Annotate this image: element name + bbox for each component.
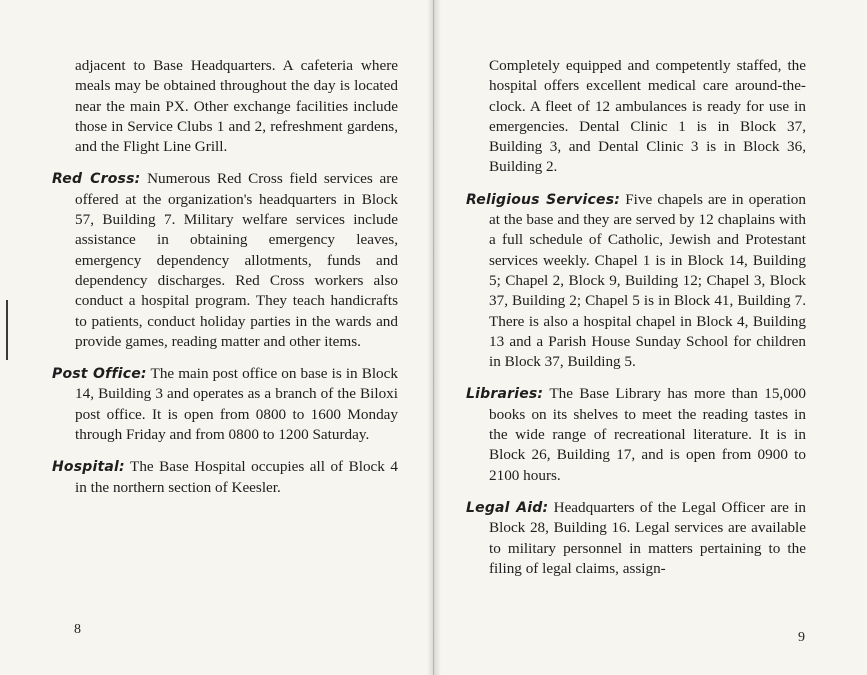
entry-heading: Post Office: [52, 366, 147, 383]
entry-religious-services [466, 190, 806, 373]
entry-hospital [52, 457, 398, 498]
entry-text: Five chapels are in operation at the base and they are served by 12 chaplains with a full schedule of Catholic, Jewish and Protestant services weekly. Chapel 1 is in Block 14, Building 5; Chapel 2, Block 9, Building 12; Chapel 3, Block 37, Building 2; Chapel 5 is in Block 41, Building 7. There is also a hospital chapel in Block 4, Building 13 and a Parish House Sunday School for children in Block 37, Building 5. [489, 190, 806, 371]
entry-text: Numerous Red Cross field services are offered at the organization's headquarters in Block 57, Building 7. Military welfare services include assistance in obtaining emergency leaves, emergency dependency allotments, funds and dependency discharges. Red Cross workers also conduct a hospital program. They teach handicrafts to patients, conduct holiday parties in the wards and provide games, reading matter and other items. [75, 170, 398, 350]
entry-text: The Base Hospital occupies all of Block 4 in the northern section of Keesler. [75, 458, 398, 496]
entry-text: The Base Library has more than 15,000 books on its shelves to meet the reading tastes in the wide range of recreational literature. It is in Block 26, Building 17, and is open from 0900 to 2100 hours. [489, 385, 806, 484]
entry-legal-aid [466, 498, 806, 579]
book-gutter [427, 0, 441, 675]
page-edge-mark [6, 300, 8, 360]
continued-paragraph: adjacent to Base Headquarters. A cafeteria where meals may be obtained throughout the day is located near the main PX. Other exchange facilities include those in Service Clubs 1 and 2, refreshment gardens, and the Flight Line Grill. [75, 57, 398, 156]
right-text-column [466, 56, 806, 591]
entry-heading: Red Cross: [52, 171, 141, 188]
entry-heading: Libraries: [466, 386, 544, 403]
page-number-left: 8 [74, 622, 81, 637]
entry-libraries [466, 384, 806, 485]
entry-text: Headquarters of the Legal Officer are in Block 28, Building 16. Legal services are available to military personnel in matters pertaining to the filing of legal claims, assign- [489, 498, 807, 577]
entry-heading: Hospital: [52, 459, 125, 476]
entry-heading: Legal Aid: [466, 499, 549, 516]
page-number-right: 9 [798, 630, 805, 645]
left-text-column [52, 56, 398, 510]
entry-red-cross [52, 169, 398, 352]
entry-text: The main post office on base is in Block 14, Building 3 and operates as a branch of the Biloxi post office. It is open from 0800 to 1600 Monday through Friday and from 0800 to 1200 Saturday. [75, 365, 398, 444]
entry-post-office [52, 364, 398, 445]
continued-paragraph: Completely equipped and competently staffed, the hospital offers excellent medical care around-the-clock. A fleet of 12 ambulances is ready for use in emergencies. Dental Clinic 1 is in Block 37, Building 3, and Dental Clinic 3 is in Block 36, Building 2. [489, 57, 806, 176]
entry-heading: Religious Services: [466, 191, 621, 208]
